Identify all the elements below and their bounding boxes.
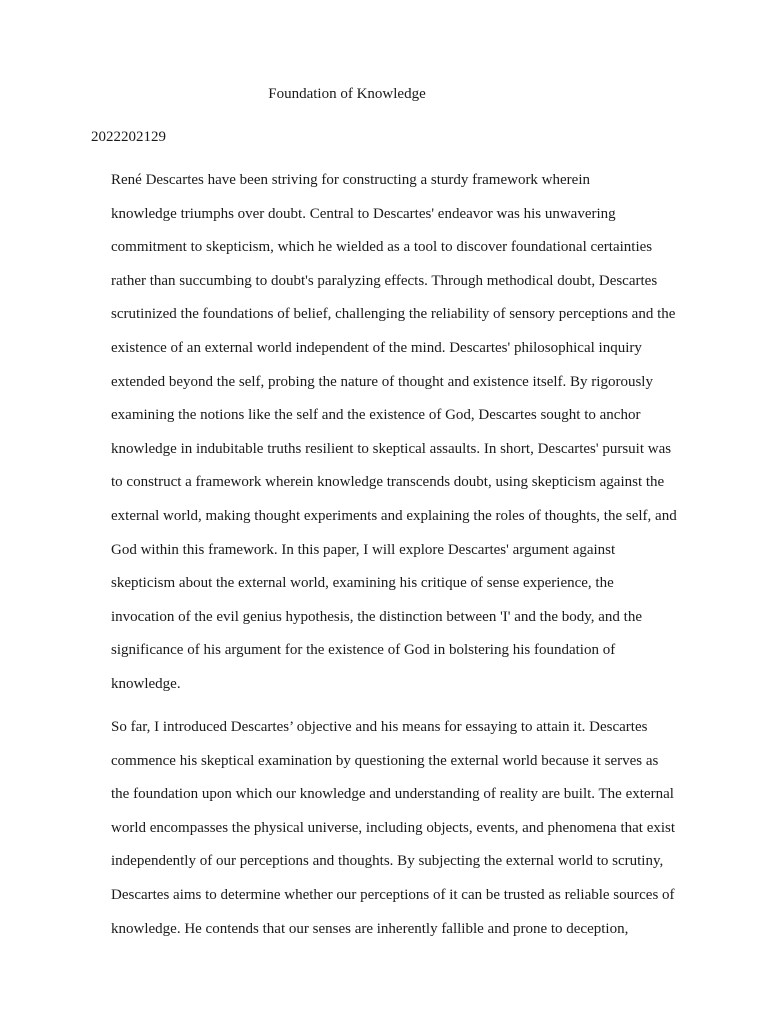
paragraph-2 bbox=[91, 711, 685, 946]
paragraph-line: God within this framework. In this paper, I will explore Descartes' argument against bbox=[111, 541, 616, 558]
paragraph-line: scrutinized the foundations of belief, challenging the reliability of sensory perceptions and the bbox=[111, 306, 676, 323]
paragraph-line: external world, making thought experiments and explaining the roles of thoughts, the self, and bbox=[111, 507, 677, 524]
paragraph-line: So far, I introduced Descartes’ objective and his means for essaying to attain it. Descartes bbox=[111, 719, 648, 735]
paragraph-line: the foundation upon which our knowledge and understanding of reality are built. The external bbox=[111, 786, 674, 803]
paragraph-line: independently of our perceptions and thoughts. By subjecting the external world to scrutiny, bbox=[111, 853, 664, 870]
paragraph-line: to construct a framework wherein knowledge transcends doubt, using skepticism against the bbox=[111, 474, 665, 491]
paragraph-line: existence of an external world independent of the mind. Descartes' philosophical inquiry bbox=[111, 339, 642, 356]
paragraph-line: Descartes aims to determine whether our perceptions of it can be trusted as reliable sources of bbox=[111, 886, 675, 903]
paragraph-line: commitment to skepticism, which he wielded as a tool to discover foundational certainties bbox=[111, 239, 653, 256]
paragraph-line: knowledge. bbox=[111, 675, 181, 692]
paragraph-line: knowledge. He contends that our senses are inherently fallible and prone to deception, bbox=[111, 920, 629, 937]
paragraph-line: skepticism about the external world, examining his critique of sense experience, the bbox=[111, 575, 614, 592]
paragraph-line: commence his skeptical examination by questioning the external world because it serves as bbox=[111, 752, 659, 769]
student-id: 2022202129 bbox=[91, 129, 166, 145]
paragraph-line: knowledge in indubitable truths resilient to skeptical assaults. In short, Descartes' pursuit was bbox=[111, 440, 672, 457]
document-title: Foundation of Knowledge bbox=[268, 86, 426, 102]
paragraph-line: knowledge triumphs over doubt. Central to Descartes' endeavor was his unwavering bbox=[111, 205, 616, 222]
paragraph-line: examining the notions like the self and the existence of God, Descartes sought to anchor bbox=[111, 407, 641, 424]
paragraph-1 bbox=[91, 164, 685, 702]
paragraph-line: world encompasses the physical universe, including objects, events, and phenomena that exist bbox=[111, 819, 676, 836]
paragraph-line: rather than succumbing to doubt's paralyzing effects. Through methodical doubt, Descartes bbox=[111, 272, 658, 289]
paragraph-line: extended beyond the self, probing the nature of thought and existence itself. By rigorously bbox=[111, 373, 653, 390]
paragraph-line: René Descartes have been striving for constructing a sturdy framework wherein bbox=[111, 172, 590, 188]
paragraph-line: significance of his argument for the existence of God in bolstering his foundation of bbox=[111, 642, 616, 659]
paragraph-line: invocation of the evil genius hypothesis, the distinction between 'I' and the body, and the bbox=[111, 608, 642, 625]
